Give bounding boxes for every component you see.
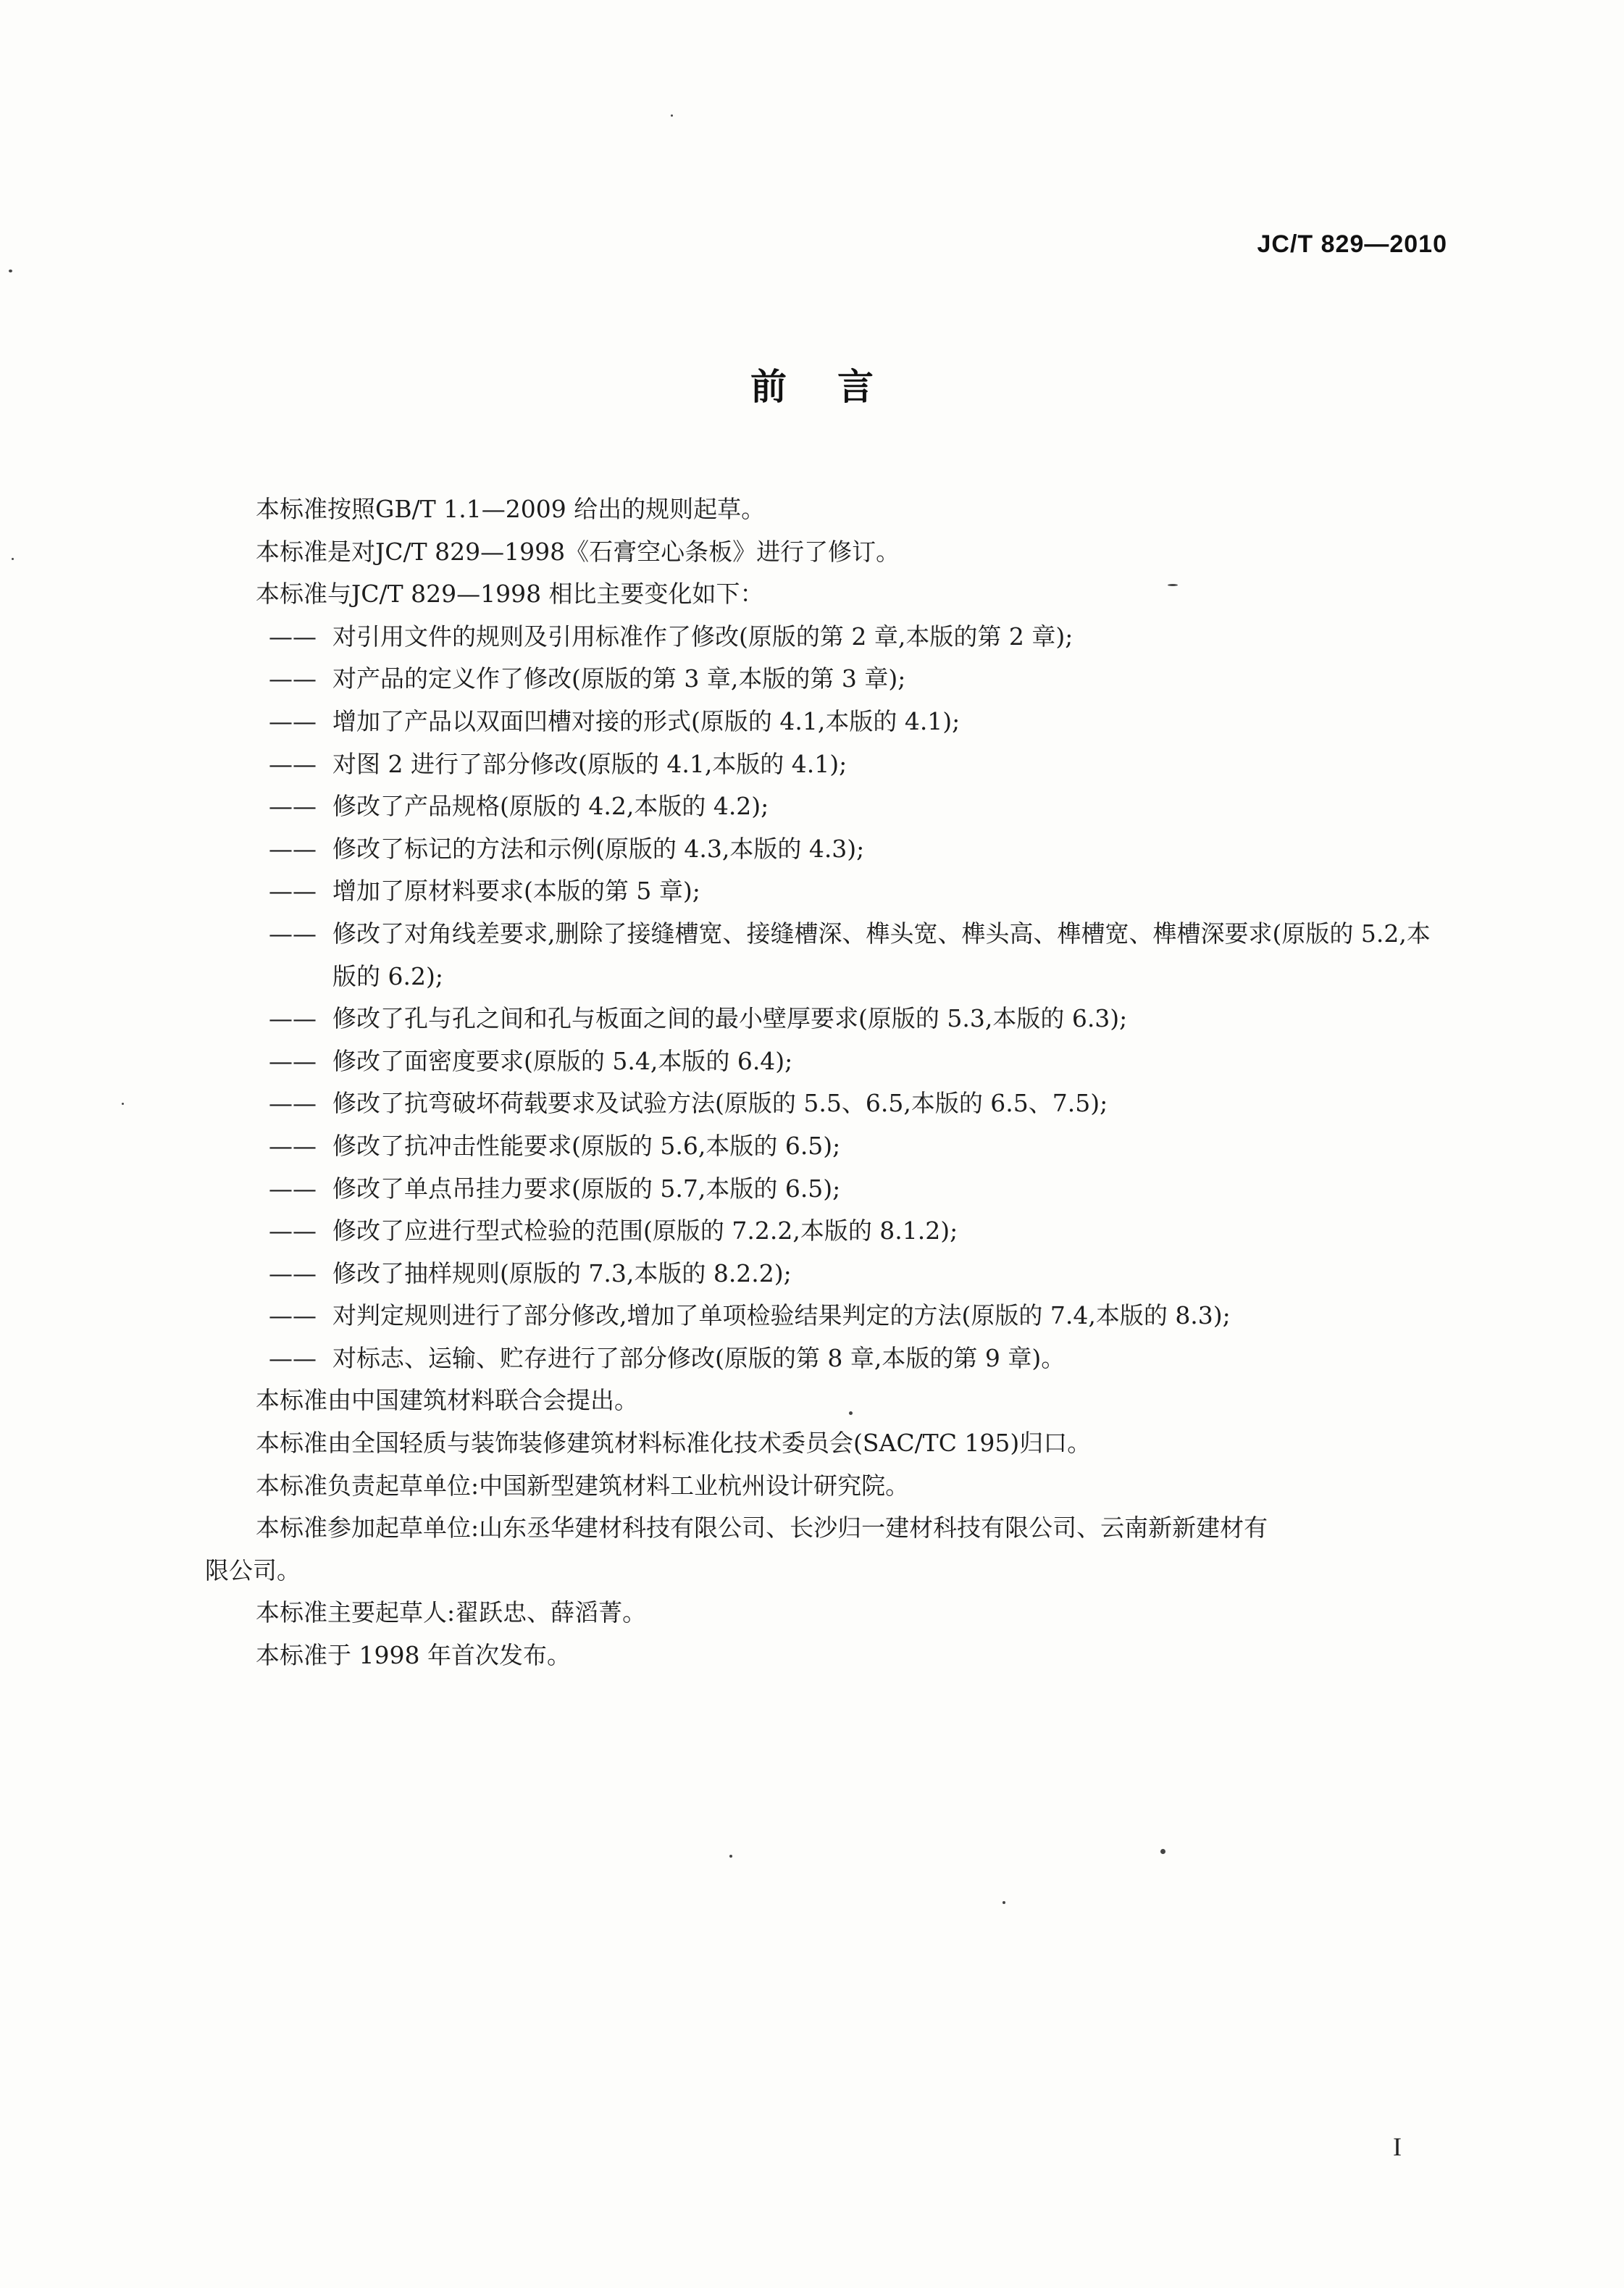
paragraph-participating-drafters: 本标准参加起草单位:山东丞华建材科技有限公司、长沙归一建材科技有限公司、云南新新建材有 [256,1513,1268,1542]
list-item: —— 修改了孔与孔之间和孔与板面之间的最小壁厚要求(原版的 5.3,本版的 6.3); [269,998,1451,1040]
dash-mark: —— [269,877,317,906]
dash-mark: —— [269,1046,317,1075]
page-number: I [1393,2132,1402,2161]
list-item: —— 对图 2 进行了部分修改(原版的 4.1,本版的 4.1); [269,743,1451,786]
dash-mark: —— [269,1216,317,1245]
page-title: 前言 [750,366,924,408]
changes-list [205,616,1451,1380]
list-item: —— 增加了产品以双面凹槽对接的形式(原版的 4.1,本版的 4.1); [269,701,1451,743]
scan-speck [12,558,14,560]
list-item: —— 修改了抗冲击性能要求(原版的 5.6,本版的 6.5); [269,1125,1451,1168]
dash-mark: —— [269,1258,317,1287]
list-item: —— 修改了应进行型式检验的范围(原版的 7.2.2,本版的 8.1.2); [269,1210,1451,1253]
dash-mark: —— [269,919,317,948]
list-item: —— 修改了单点吊挂力要求(原版的 5.7,本版的 6.5); [269,1168,1451,1211]
dash-mark: —— [269,1004,317,1033]
standard-code: JC/T 829—2010 [1257,230,1447,258]
dash-mark: —— [269,1089,317,1118]
dash-mark: —— [269,706,317,735]
list-item: —— 修改了产品规格(原版的 4.2,本版的 4.2); [269,785,1451,828]
dash-mark: —— [269,664,317,693]
list-item: —— 修改了标记的方法和示例(原版的 4.3,本版的 4.3); [269,828,1451,871]
dash-mark: —— [269,1131,317,1160]
paragraph-main-drafters: 本标准主要起草人:翟跃忠、薛滔菁。 [256,1598,647,1627]
list-item: —— 修改了抗弯破坏荷载要求及试验方法(原版的 5.5、6.5,本版的 6.5、7.5); [269,1082,1451,1125]
scan-speck [1168,584,1178,586]
list-item: —— 对标志、运输、贮存进行了部分修改(原版的第 8 章,本版的第 9 章)。 [269,1337,1451,1380]
scan-speck [1160,1849,1165,1854]
paragraph-changes-intro: 本标准与JC/T 829—1998 相比主要变化如下： [256,580,764,609]
dash-mark: —— [269,1174,317,1203]
scan-speck [9,270,12,272]
list-item: —— 修改了抽样规则(原版的 7.3,本版的 8.2.2); [269,1253,1451,1295]
paragraph-revision: 本标准是对JC/T 829—1998《石膏空心条板》进行了修订。 [256,537,900,566]
scan-speck [1003,1901,1005,1904]
scan-speck [729,1855,732,1858]
paragraph-drafting-rules: 本标准按照GB/T 1.1—2009 给出的规则起草。 [256,495,766,523]
paragraph-participating-drafters-continued: 限公司。 [205,1556,301,1585]
dash-mark: —— [269,749,317,778]
foreword-body [205,488,1451,1677]
scan-speck [671,114,673,117]
scan-speck [122,1103,124,1105]
scan-speck [849,1411,853,1415]
paragraph-proposer: 本标准由中国建筑材料联合会提出。 [256,1386,638,1415]
list-item: —— 修改了对角线差要求,删除了接缝槽宽、接缝槽深、榫头宽、榫头高、榫槽宽、榫槽深要求(原版的 5.2,本版的 6.2); [269,913,1451,998]
dash-mark: —— [269,1301,317,1330]
paragraph-committee: 本标准由全国轻质与装饰装修建筑材料标准化技术委员会(SAC/TC 195)归口。 [256,1429,1092,1458]
list-item: —— 对引用文件的规则及引用标准作了修改(原版的第 2 章,本版的第 2 章); [269,616,1451,659]
dash-mark: —— [269,834,317,863]
paragraph-lead-drafter: 本标准负责起草单位:中国新型建筑材料工业杭州设计研究院。 [256,1471,910,1500]
dash-mark: —— [269,622,317,651]
list-item: —— 对产品的定义作了修改(原版的第 3 章,本版的第 3 章); [269,658,1451,701]
dash-mark: —— [269,1343,317,1372]
list-item: —— 增加了原材料要求(本版的第 5 章); [269,870,1451,913]
list-item: —— 对判定规则进行了部分修改,增加了单项检验结果判定的方法(原版的 7.4,本版的 8.3); [269,1295,1451,1337]
list-item: —— 修改了面密度要求(原版的 5.4,本版的 6.4); [269,1040,1451,1083]
paragraph-first-release: 本标准于 1998 年首次发布。 [256,1641,571,1670]
dash-mark: —— [269,792,317,821]
